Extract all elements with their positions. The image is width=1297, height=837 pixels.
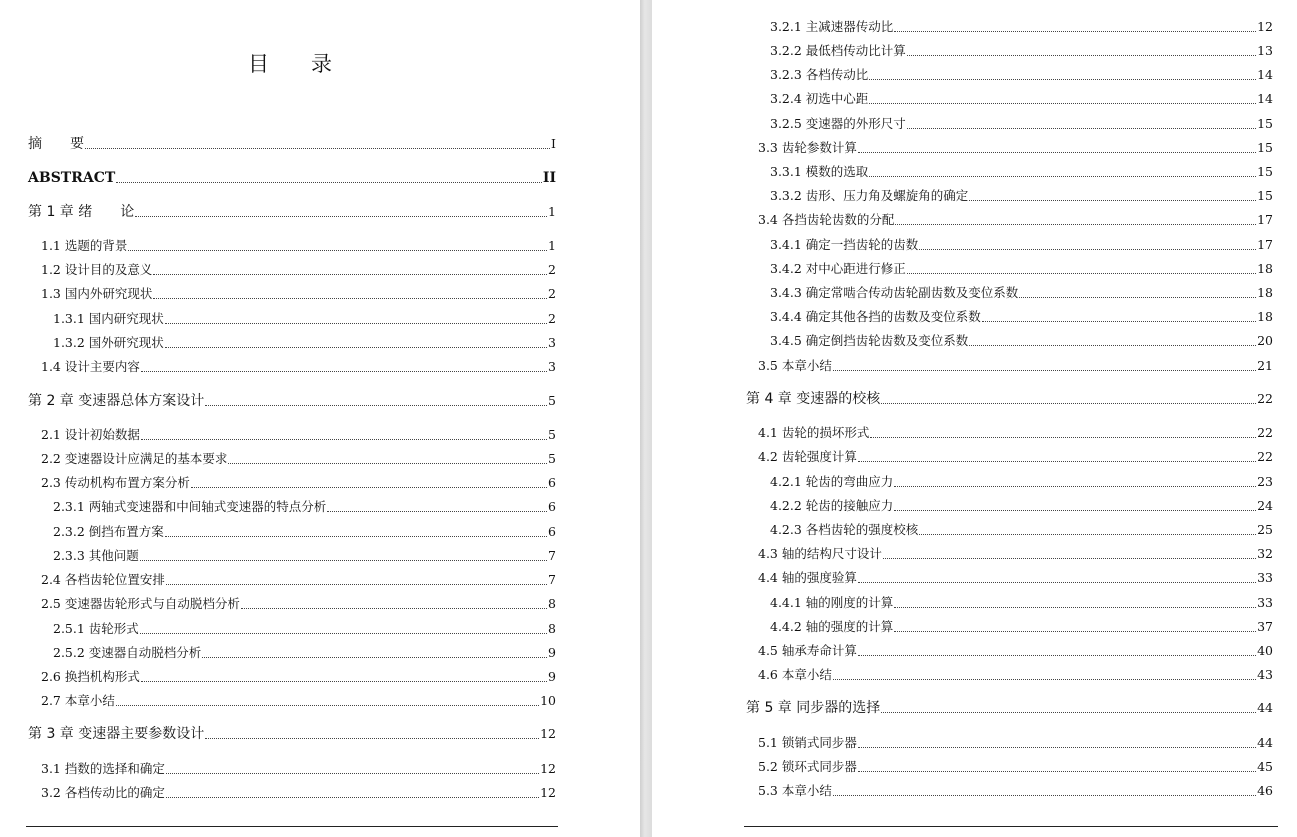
toc-page-number: 8 <box>548 596 556 611</box>
toc-entry-label: 2.6 换挡机构形式 <box>41 669 140 684</box>
toc-page-number: 3 <box>548 335 556 350</box>
toc-entry-label: 4.4 轴的强度验算 <box>758 570 857 585</box>
toc-dot-leader <box>894 606 1256 608</box>
toc-chapter-entry[interactable] <box>746 700 1273 716</box>
toc-entry-label: 2.3.1 两轴式变速器和中间轴式变速器的特点分析 <box>53 499 327 514</box>
toc-entry-label: 2.3 传动机构布置方案分析 <box>41 475 190 490</box>
toc-page-number: 2 <box>548 286 556 301</box>
toc-entry[interactable] <box>770 522 1273 538</box>
toc-entry-label: 3.3.1 模数的选取 <box>770 164 869 179</box>
toc-entry-label: 2.5.1 齿轮形式 <box>53 621 139 636</box>
toc-page-number: 23 <box>1257 474 1273 489</box>
toc-page-number: 5 <box>548 393 556 408</box>
toc-dot-leader <box>165 346 547 348</box>
toc-page-number: 13 <box>1257 43 1273 58</box>
toc-page-number: 2 <box>548 311 556 326</box>
toc-page-number: 6 <box>548 524 556 539</box>
toc-entry[interactable] <box>758 546 1273 562</box>
toc-entry-label: 2.5 变速器齿轮形式与自动脱档分析 <box>41 596 240 611</box>
toc-entry[interactable] <box>53 499 556 515</box>
toc-dot-leader <box>907 127 1256 129</box>
toc-page-number: 33 <box>1257 595 1273 610</box>
toc-dot-leader <box>894 509 1256 511</box>
toc-entry[interactable] <box>770 474 1273 490</box>
toc-entry-label: 4.3 轴的结构尺寸设计 <box>758 546 882 561</box>
toc-entry[interactable] <box>758 570 1273 586</box>
toc-entry-label: 5.2 锁环式同步器 <box>758 759 857 774</box>
toc-entry[interactable] <box>41 596 556 612</box>
toc-dot-leader <box>907 272 1256 274</box>
toc-dot-leader <box>141 438 547 440</box>
toc-page-number: 22 <box>1257 391 1273 406</box>
toc-dot-leader <box>869 175 1256 177</box>
toc-entry[interactable] <box>770 116 1273 132</box>
toc-page-number: 15 <box>1257 188 1273 203</box>
toc-entry[interactable] <box>53 335 556 351</box>
toc-dot-leader <box>140 632 547 634</box>
toc-dot-leader <box>141 370 547 372</box>
toc-page-number: 3 <box>548 359 556 374</box>
toc-entry-label: 4.4.2 轴的强度的计算 <box>770 619 894 634</box>
toc-page-number: 12 <box>1257 19 1273 34</box>
toc-entry-label: 4.2.2 轮齿的接触应力 <box>770 498 894 513</box>
toc-entry-label: 4.4.1 轴的刚度的计算 <box>770 595 894 610</box>
toc-title: 目 录 <box>248 52 332 76</box>
toc-dot-leader <box>833 369 1256 371</box>
toc-entry-label: 第 4 章 变速器的校核 <box>746 391 881 407</box>
page-bottom-rule <box>26 826 558 827</box>
toc-entry[interactable] <box>41 693 556 709</box>
toc-entry-label: 4.6 本章小结 <box>758 667 832 682</box>
toc-page-number: II <box>542 170 556 186</box>
toc-page-number: 2 <box>548 262 556 277</box>
toc-page-number: 43 <box>1257 667 1273 682</box>
toc-dot-leader <box>166 583 547 585</box>
toc-entry[interactable] <box>41 451 556 467</box>
toc-entry-label: 5.3 本章小结 <box>758 783 832 798</box>
toc-page-number: 15 <box>1257 140 1273 155</box>
toc-page-number: 9 <box>548 669 556 684</box>
toc-entry[interactable] <box>758 759 1273 775</box>
toc-dot-leader <box>116 704 539 706</box>
page-gutter <box>640 0 652 837</box>
toc-dot-leader <box>858 460 1256 462</box>
page-bottom-rule <box>744 826 1278 827</box>
toc-dot-leader <box>128 249 547 251</box>
toc-entry[interactable] <box>28 170 556 186</box>
toc-page-number: 18 <box>1257 261 1273 276</box>
toc-entry-label: 3.5 本章小结 <box>758 358 832 373</box>
toc-dot-leader <box>166 796 539 798</box>
toc-dot-leader <box>894 485 1256 487</box>
toc-dot-leader <box>85 147 550 149</box>
toc-dot-leader <box>869 102 1256 104</box>
toc-entry-label: 3.4.2 对中心距进行修正 <box>770 261 906 276</box>
toc-dot-leader <box>919 248 1256 250</box>
toc-dot-leader <box>205 737 539 739</box>
toc-entry-label: 3.2.1 主减速器传动比 <box>770 19 894 34</box>
toc-entry-label: 3.4 各挡齿轮齿数的分配 <box>758 212 895 227</box>
toc-page-number: 14 <box>1257 67 1273 82</box>
toc-entry[interactable] <box>41 761 556 777</box>
toc-page-number: 10 <box>540 693 556 708</box>
toc-dot-leader <box>241 607 547 609</box>
toc-page-number: 33 <box>1257 570 1273 585</box>
toc-entry[interactable] <box>53 645 556 661</box>
toc-dot-leader <box>833 678 1256 680</box>
toc-page-number: 9 <box>548 645 556 660</box>
toc-page-number: 45 <box>1257 759 1273 774</box>
toc-chapter-entry[interactable] <box>28 726 556 742</box>
toc-dot-leader <box>153 273 547 275</box>
toc-entry-label: 第 2 章 变速器总体方案设计 <box>28 393 205 409</box>
toc-entry-label: 4.2 齿轮强度计算 <box>758 449 857 464</box>
toc-dot-leader <box>116 181 542 183</box>
toc-page-number: 44 <box>1257 735 1273 750</box>
toc-dot-leader <box>907 54 1256 56</box>
toc-entry-label: 3.1 挡数的选择和确定 <box>41 761 165 776</box>
toc-dot-leader <box>166 772 539 774</box>
toc-entry-label: 2.3.2 倒挡布置方案 <box>53 524 164 539</box>
toc-dot-leader <box>327 510 547 512</box>
toc-entry[interactable] <box>53 621 556 637</box>
toc-dot-leader <box>895 223 1256 225</box>
toc-entry[interactable] <box>758 212 1273 228</box>
toc-entry[interactable] <box>770 309 1273 325</box>
toc-entry-label: 第 1 章 绪 论 <box>28 204 135 220</box>
toc-entry-label: 3.4.4 确定其他各挡的齿数及变位系数 <box>770 309 981 324</box>
toc-dot-leader <box>883 557 1256 559</box>
toc-page-number: 5 <box>548 451 556 466</box>
toc-page-number: 1 <box>548 238 556 253</box>
toc-entry[interactable] <box>41 669 556 685</box>
toc-entry-label: 3.4.5 确定倒挡齿轮齿数及变位系数 <box>770 333 969 348</box>
toc-dot-leader <box>202 656 547 658</box>
toc-chapter-entry[interactable] <box>746 391 1273 407</box>
toc-entry-label: 3.4.3 确定常啮合传动齿轮副齿数及变位系数 <box>770 285 1019 300</box>
toc-page-number: 22 <box>1257 425 1273 440</box>
toc-page-number: I <box>551 136 556 151</box>
toc-entry[interactable] <box>758 643 1273 659</box>
toc-entry-label: 2.3.3 其他问题 <box>53 548 139 563</box>
toc-entry[interactable] <box>41 572 556 588</box>
toc-entry[interactable] <box>770 619 1273 635</box>
toc-page-number: 17 <box>1257 212 1273 227</box>
toc-page-number: 20 <box>1257 333 1273 348</box>
toc-entry[interactable] <box>770 19 1273 35</box>
toc-entry-label: 1.3.1 国内研究现状 <box>53 311 164 326</box>
toc-entry[interactable] <box>770 188 1273 204</box>
toc-page-number: 6 <box>548 499 556 514</box>
toc-entry[interactable] <box>758 667 1273 683</box>
toc-page-number: 44 <box>1257 700 1273 715</box>
document-page-right <box>652 0 1297 837</box>
toc-entry[interactable] <box>41 475 556 491</box>
toc-entry[interactable] <box>53 311 556 327</box>
toc-entry[interactable] <box>758 735 1273 751</box>
toc-dot-leader <box>969 344 1256 346</box>
toc-entry[interactable] <box>758 449 1273 465</box>
toc-page-number: 15 <box>1257 164 1273 179</box>
toc-entry-label: 1.1 选题的背景 <box>41 238 128 253</box>
toc-dot-leader <box>894 30 1256 32</box>
toc-page-number: 46 <box>1257 783 1273 798</box>
toc-dot-leader <box>894 630 1256 632</box>
toc-page-number: 37 <box>1257 619 1273 634</box>
toc-dot-leader <box>982 320 1256 322</box>
toc-entry-label: 3.2.4 初选中心距 <box>770 91 869 106</box>
toc-page-number: 14 <box>1257 91 1273 106</box>
toc-dot-leader <box>228 462 547 464</box>
toc-page-number: 12 <box>540 726 556 741</box>
toc-entry-label: ABSTRACT <box>28 170 116 186</box>
toc-entry[interactable] <box>758 425 1273 441</box>
toc-entry[interactable] <box>770 237 1273 253</box>
toc-entry-label: 1.3 国内外研究现状 <box>41 286 153 301</box>
toc-page-number: 8 <box>548 621 556 636</box>
toc-page-number: 21 <box>1257 358 1273 373</box>
toc-entry[interactable] <box>770 91 1273 107</box>
toc-page-number: 22 <box>1257 449 1273 464</box>
toc-page-number: 40 <box>1257 643 1273 658</box>
toc-chapter-entry[interactable] <box>28 393 556 409</box>
toc-entry-label: 2.4 各档齿轮位置安排 <box>41 572 165 587</box>
toc-entry[interactable] <box>41 785 556 801</box>
toc-dot-leader <box>969 199 1256 201</box>
toc-entry-label: 摘 要 <box>28 136 84 152</box>
toc-dot-leader <box>881 402 1256 404</box>
toc-entry-label: 3.3.2 齿形、压力角及螺旋角的确定 <box>770 188 969 203</box>
toc-dot-leader <box>141 680 547 682</box>
document-page-left <box>0 0 640 837</box>
toc-dot-leader <box>140 559 547 561</box>
toc-page-number: 17 <box>1257 237 1273 252</box>
toc-entry-label: 3.3 齿轮参数计算 <box>758 140 857 155</box>
toc-entry[interactable] <box>53 524 556 540</box>
toc-entry[interactable] <box>41 238 556 254</box>
toc-entry-label: 2.5.2 变速器自动脱档分析 <box>53 645 202 660</box>
toc-entry[interactable] <box>758 140 1273 156</box>
toc-chapter-entry[interactable] <box>28 136 556 152</box>
toc-entry-label: 4.2.3 各档齿轮的强度校核 <box>770 522 919 537</box>
toc-entry-label: 4.5 轴承寿命计算 <box>758 643 857 658</box>
toc-entry-label: 5.1 锁销式同步器 <box>758 735 857 750</box>
toc-page-number: 7 <box>548 548 556 563</box>
toc-entry[interactable] <box>53 548 556 564</box>
toc-dot-leader <box>858 746 1256 748</box>
toc-entry-label: 4.2.1 轮齿的弯曲应力 <box>770 474 894 489</box>
toc-entry[interactable] <box>770 333 1273 349</box>
toc-entry[interactable] <box>758 783 1273 799</box>
toc-entry[interactable] <box>770 43 1273 59</box>
toc-dot-leader <box>205 404 547 406</box>
toc-page-number: 12 <box>540 785 556 800</box>
toc-entry-label: 3.2.3 各档传动比 <box>770 67 869 82</box>
toc-dot-leader <box>869 78 1256 80</box>
toc-page-number: 18 <box>1257 285 1273 300</box>
toc-entry-label: 1.2 设计目的及意义 <box>41 262 153 277</box>
toc-entry-label: 2.1 设计初始数据 <box>41 427 140 442</box>
toc-entry-label: 3.2 各档传动比的确定 <box>41 785 165 800</box>
toc-entry[interactable] <box>770 164 1273 180</box>
toc-page-number: 7 <box>548 572 556 587</box>
toc-dot-leader <box>165 322 547 324</box>
toc-dot-leader <box>870 436 1256 438</box>
toc-dot-leader <box>858 770 1256 772</box>
toc-entry[interactable] <box>770 498 1273 514</box>
toc-entry[interactable] <box>41 262 556 278</box>
toc-dot-leader <box>1019 296 1256 298</box>
toc-dot-leader <box>153 297 547 299</box>
toc-entry[interactable] <box>41 286 556 302</box>
toc-dot-leader <box>919 533 1256 535</box>
toc-page-number: 12 <box>540 761 556 776</box>
toc-entry[interactable] <box>770 595 1273 611</box>
toc-entry[interactable] <box>41 359 556 375</box>
toc-entry-label: 4.1 齿轮的损坏形式 <box>758 425 870 440</box>
toc-entry-label: 2.7 本章小结 <box>41 693 115 708</box>
toc-entry-label: 第 3 章 变速器主要参数设计 <box>28 726 205 742</box>
toc-entry[interactable] <box>770 261 1273 277</box>
toc-dot-leader <box>165 535 547 537</box>
toc-entry-label: 3.2.2 最低档传动比计算 <box>770 43 906 58</box>
toc-page-number: 1 <box>548 204 556 219</box>
toc-entry[interactable] <box>770 67 1273 83</box>
toc-entry[interactable] <box>770 285 1273 301</box>
toc-entry-label: 1.3.2 国外研究现状 <box>53 335 164 350</box>
toc-dot-leader <box>833 794 1256 796</box>
toc-dot-leader <box>858 654 1256 656</box>
toc-entry-label: 第 5 章 同步器的选择 <box>746 700 881 716</box>
toc-entry-label: 2.2 变速器设计应满足的基本要求 <box>41 451 228 466</box>
toc-page-number: 18 <box>1257 309 1273 324</box>
toc-entry[interactable] <box>758 358 1273 374</box>
toc-entry-label: 3.4.1 确定一挡齿轮的齿数 <box>770 237 919 252</box>
toc-dot-leader <box>135 215 547 217</box>
toc-entry-label: 1.4 设计主要内容 <box>41 359 140 374</box>
toc-dot-leader <box>881 711 1256 713</box>
toc-dot-leader <box>191 486 547 488</box>
toc-page-number: 6 <box>548 475 556 490</box>
toc-chapter-entry[interactable] <box>28 204 556 220</box>
toc-entry-label: 3.2.5 变速器的外形尺寸 <box>770 116 906 131</box>
toc-dot-leader <box>858 581 1256 583</box>
toc-entry[interactable] <box>41 427 556 443</box>
toc-page-number: 15 <box>1257 116 1273 131</box>
toc-page-number: 24 <box>1257 498 1273 513</box>
toc-page-number: 5 <box>548 427 556 442</box>
toc-page-number: 32 <box>1257 546 1273 561</box>
toc-dot-leader <box>858 151 1256 153</box>
toc-page-number: 25 <box>1257 522 1273 537</box>
